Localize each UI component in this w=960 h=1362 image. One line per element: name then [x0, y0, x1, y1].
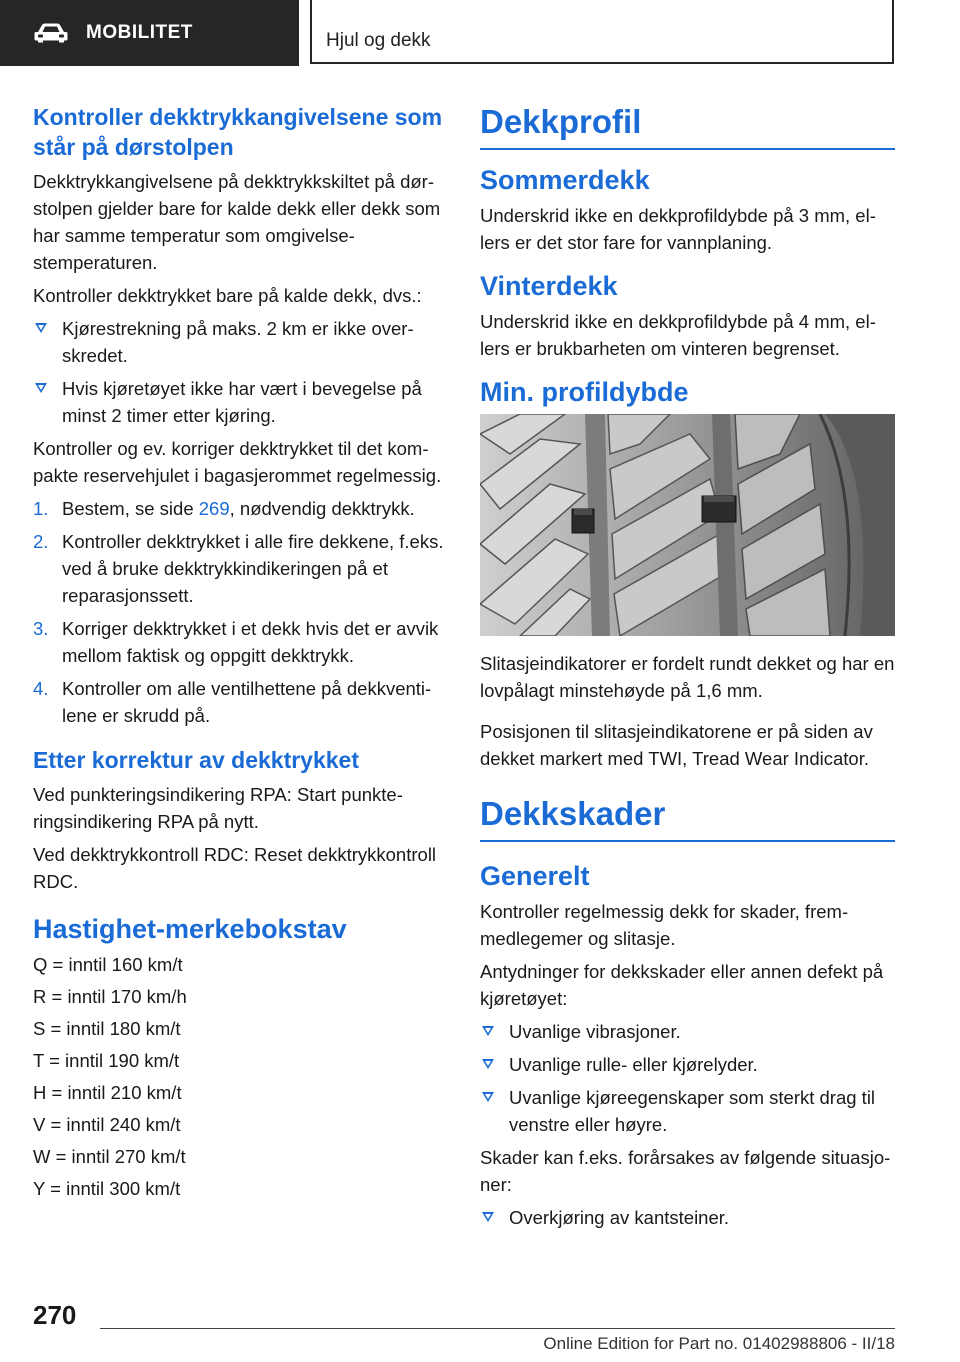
section-heading-speed-letter: Hastighet-merkebokstav	[33, 914, 347, 944]
bullet-triangle-icon	[482, 1212, 494, 1222]
paragraph: Underskrid ikke en dekkprofildybde på 4 mm, ellers er brukbarheten om vinteren begrenset.	[480, 311, 876, 359]
list-item: Hvis kjøretøyet ikke har vært i bevegelse på minst 2 timer etter kjøring.	[33, 375, 448, 429]
paragraph: Ved dekktrykkontroll RDC: Reset dekktrykkontroll RDC.	[33, 844, 437, 892]
heading-min-tread-depth: Min. profildybde	[480, 377, 689, 407]
step-item: 3. Korriger dekktrykket i et dekk hvis det er avvik mellom faktisk og oppgitt dekktrykk.	[33, 615, 448, 669]
paragraph: Posisjonen til slitasjeindikatorene er på siden av dekket markert med TWI, Tread Wear Indicator.	[480, 721, 873, 769]
list-item: Uvanlige rulle- eller kjørelyder.	[480, 1051, 895, 1078]
list-item: Overkjøring av kantsteiner.	[480, 1204, 895, 1231]
step-item: 4. Kontroller om alle ventilhettene på dekkventilene er skrudd på.	[33, 675, 448, 729]
speed-line: W = inntil 270 km/t	[33, 1146, 186, 1167]
paragraph: Underskrid ikke en dekkprofildybde på 3 mm, ellers er det stor fare for vannplaning.	[480, 205, 876, 253]
step-number: 4.	[33, 678, 49, 699]
bullet-triangle-icon	[482, 1092, 494, 1102]
speed-line: H = inntil 210 km/t	[33, 1082, 182, 1103]
car-icon	[34, 23, 68, 43]
heading-general: Generelt	[480, 861, 590, 891]
chapter-heading-dekkprofil: Dekkprofil	[480, 102, 895, 150]
left-column	[33, 102, 448, 1207]
paragraph: Dekktrykkangivelsene på dekktrykkskiltet på dørstolpen gjelder bare for kalde dekk eller dekk som har samme temperatur som omgivelsestemperaturen.	[33, 171, 441, 273]
bullet-triangle-icon	[482, 1026, 494, 1036]
speed-line: R = inntil 170 km/h	[33, 986, 187, 1007]
paragraph: Ved punkteringsindikering RPA: Start punkteringsindikering RPA på nytt.	[33, 784, 403, 832]
paragraph: Slitasjeindikatorer er fordelt rundt dekket og har en lovpålagt minstehøyde på 1,6 mm.	[480, 653, 895, 701]
heading-winter-tires: Vinterdekk	[480, 271, 618, 301]
step-item: 2. Kontroller dekktrykket i alle fire dekkene, f.eks. ved å bruke dekktrykkindikeringen på et reparasjonssett.	[33, 528, 448, 609]
header-title: Hjul og dekk	[326, 30, 431, 51]
paragraph: Kontroller dekktrykket bare på kalde dekk, dvs.:	[33, 285, 422, 306]
list-item: Kjørestrekning på maks. 2 km er ikke overskredet.	[33, 315, 448, 369]
footer-divider	[100, 1328, 895, 1329]
footer-edition: Online Edition for Part no. 01402988806 - II/18	[543, 1334, 895, 1353]
right-column	[480, 102, 895, 1237]
paragraph: Antydninger for dekkskader eller annen defekt på kjøretøyet:	[480, 961, 884, 1009]
chapter-heading-dekkskader: Dekkskader	[480, 794, 895, 842]
speed-line: S = inntil 180 km/t	[33, 1018, 181, 1039]
bullet-triangle-icon	[35, 383, 47, 393]
speed-line: Q = inntil 160 km/t	[33, 954, 183, 975]
section-heading-after-correction: Etter korrektur av dekktrykket	[33, 747, 359, 773]
page-number: 270	[33, 1300, 77, 1330]
header-title-box	[310, 0, 894, 64]
speed-line: V = inntil 240 km/t	[33, 1114, 181, 1135]
step-number: 1.	[33, 498, 49, 519]
bullet-triangle-icon	[35, 323, 47, 333]
tire-tread-illustration	[480, 414, 895, 636]
tire-tread-image	[480, 414, 895, 636]
list-item: Uvanlige vibrasjoner.	[480, 1018, 895, 1045]
heading-summer-tires: Sommerdekk	[480, 165, 650, 195]
step-number: 2.	[33, 531, 49, 552]
list-item: Uvanlige kjøreegenskaper som sterkt drag til venstre eller høyre.	[480, 1084, 895, 1138]
speed-line: Y = inntil 300 km/t	[33, 1178, 181, 1199]
page-link-269[interactable]: 269	[198, 498, 230, 519]
paragraph: Skader kan f.eks. forårsakes av følgende situasjoner:	[480, 1147, 891, 1195]
paragraph: Kontroller og ev. korriger dekktrykket til det kompakte reservehjulet i bagasjerommet regelmessig.	[33, 438, 442, 486]
speed-line: T = inntil 190 km/t	[33, 1050, 180, 1071]
header-category-tab[interactable]	[0, 0, 299, 66]
header-category: MOBILITET	[86, 22, 193, 43]
bullet-triangle-icon	[482, 1059, 494, 1069]
step-item: 1. Bestem, se side 269, nødvendig dekktrykk.	[33, 495, 448, 522]
section-heading-door-pillar: Kontroller dekktrykkangivelsene som står på dørstolpen	[33, 104, 443, 160]
paragraph: Kontroller regelmessig dekk for skader, fremmedlegemer og slitasje.	[480, 901, 849, 949]
step-number: 3.	[33, 618, 49, 639]
